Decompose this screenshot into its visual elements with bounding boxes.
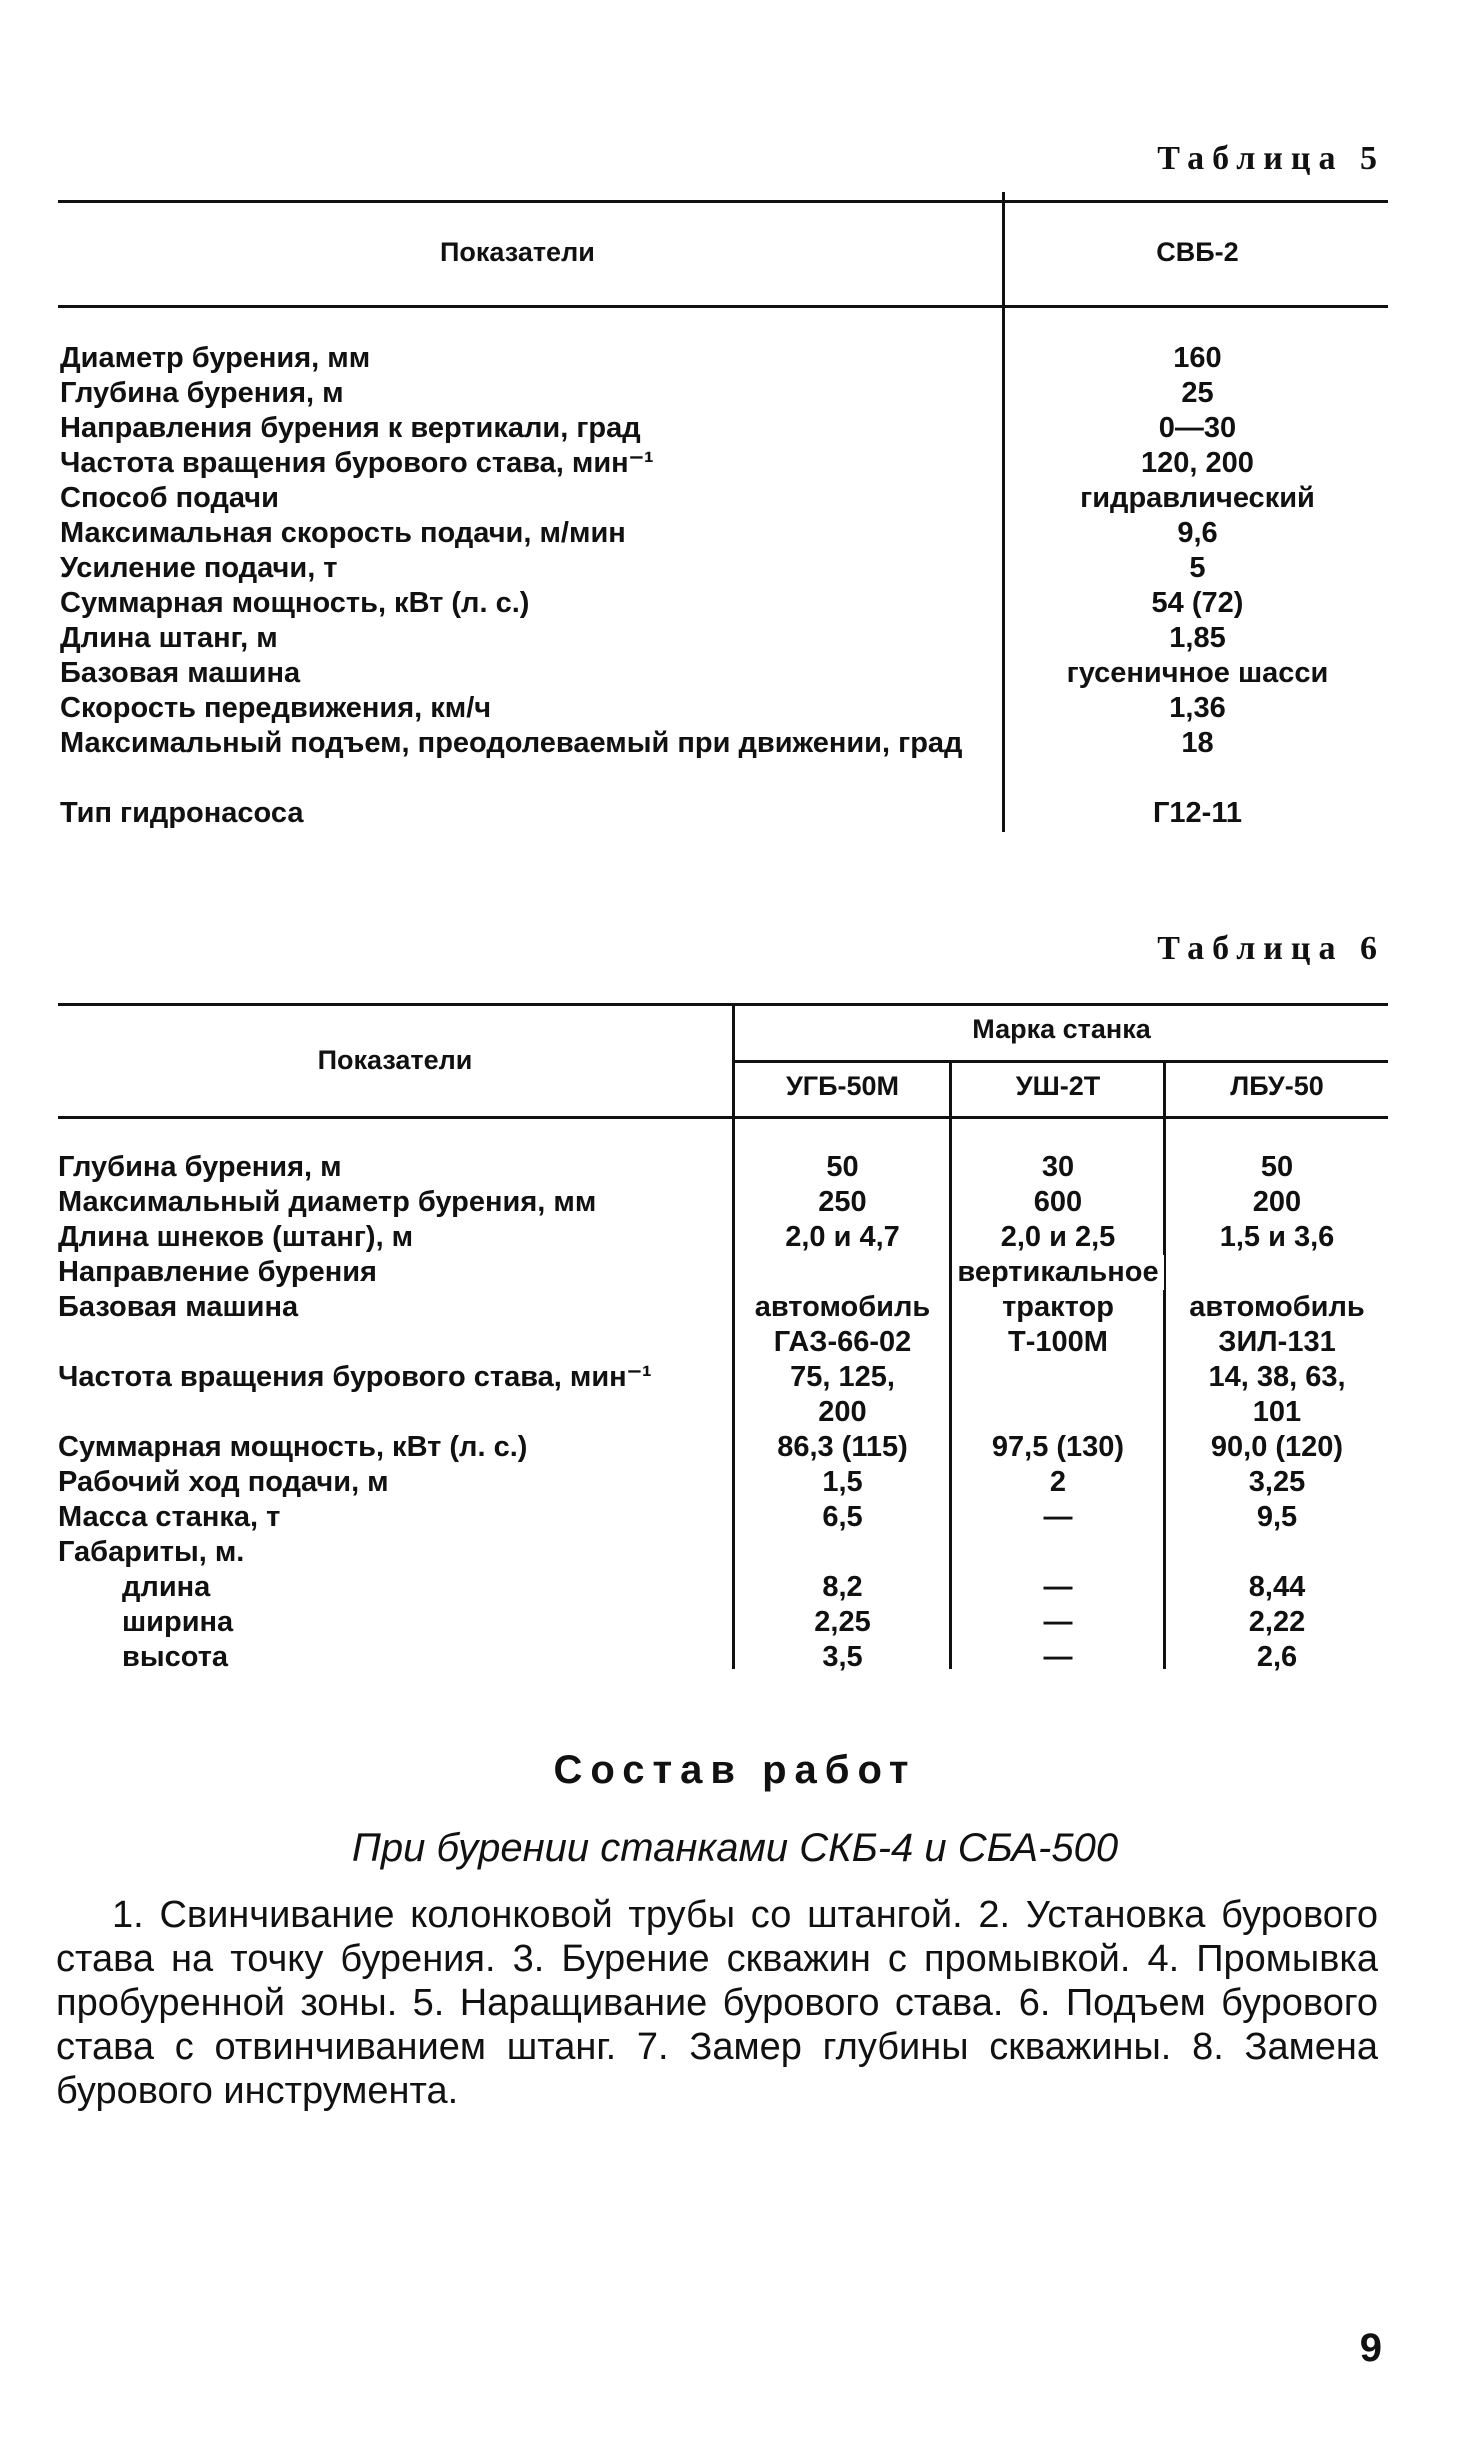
table5-row-value: гидравлический [1080, 482, 1315, 514]
table6-row [0, 1255, 1470, 1290]
table6-row-label: длина [122, 1571, 211, 1603]
table6-cell: автомобиль [1189, 1291, 1365, 1323]
table6-row-label: Глубина бурения, м [58, 1151, 342, 1183]
table5-row-value: Г12-11 [1152, 797, 1242, 829]
table6-row-label: Масса станка, т [58, 1501, 281, 1533]
table6-row [0, 1570, 1470, 1605]
table5-column-divider [1002, 192, 1005, 832]
table5-row-value: 0—30 [1158, 412, 1237, 444]
table5-header-value: СВБ-2 [1156, 237, 1239, 267]
table6-row-label: ширина [122, 1606, 234, 1638]
table6-cell: 2,6 [1256, 1641, 1298, 1673]
table6-cell: — [1043, 1501, 1073, 1533]
table6-cell: 8,2 [822, 1571, 863, 1603]
table6-cell: 2 [1049, 1466, 1067, 1498]
table6-cell: 2,22 [1248, 1606, 1306, 1638]
table6-row [0, 1220, 1470, 1255]
table5-row-value: 160 [1173, 342, 1222, 374]
table5-caption: Таблица 5 [1157, 140, 1385, 177]
table6-caption: Таблица 6 [1157, 930, 1385, 967]
table6-cell: 8,44 [1248, 1571, 1306, 1603]
table6-row-label: Максимальный диаметр бурения, мм [58, 1186, 597, 1218]
table5-row-label: Направления бурения к вертикали, град [60, 412, 641, 444]
table6-row-label: Направление бурения [58, 1256, 377, 1288]
table6-cell: трактор [1002, 1291, 1114, 1323]
table5-row-value: 5 [1189, 552, 1206, 584]
table5-top-rule [58, 200, 1388, 203]
table6-row [0, 1290, 1470, 1325]
section-subheading: При бурении станками СКБ-4 и СБА-500 [351, 1826, 1119, 1870]
table5-row-label: Базовая машина [60, 657, 301, 689]
table6-row [0, 1500, 1470, 1535]
table5-row-label: Частота вращения бурового става, мин⁻¹ [60, 447, 654, 479]
table6-cell: 1,5 и 3,6 [1219, 1221, 1335, 1253]
table6-cell: 97,5 (130) [991, 1431, 1125, 1463]
table6-cell: 600 [1033, 1186, 1083, 1218]
table6-cell: 50 [826, 1151, 859, 1183]
table6-cell: 9,5 [1256, 1501, 1298, 1533]
table6-row [0, 1605, 1470, 1640]
table5-row-value: 18 [1181, 727, 1214, 759]
table5-row-value: 54 (72) [1151, 587, 1244, 619]
table6-cell: 3,5 [822, 1641, 863, 1673]
table6-cell: 30 [1041, 1151, 1075, 1183]
table6-row [0, 1465, 1470, 1500]
table6-cell: 14, 38, 63, [1208, 1361, 1346, 1393]
table5-row-value: 1,85 [1169, 622, 1226, 654]
table6-header-group: Марка станка [972, 1014, 1151, 1044]
table5-row-value: 1,36 [1169, 692, 1226, 724]
table6-header-rule [58, 1116, 1388, 1119]
table5-row-label: Способ подачи [60, 482, 279, 514]
table6-cell: — [1043, 1571, 1073, 1603]
table6-row [0, 1535, 1470, 1570]
table6-row-label: Частота вращения бурового става, мин⁻¹ [58, 1361, 652, 1393]
work-composition-paragraph: 1. Свинчивание колонковой трубы со штангой. 2. Установка бурового става на точку бурения. 3. Бурение скважин с промывкой. 4. Промывка пробуренной зоны. 5. Наращивание бурового става. 6. Подъем бурового става с отвинчиванием штанг. 7. Замер глубины скважины. 8. Замена бурового инструмента. [56, 1894, 1378, 2112]
table6-group-rule [735, 1060, 1388, 1063]
table6-col-header: ЛБУ-50 [1230, 1071, 1324, 1101]
page-number: 9 [1359, 2326, 1382, 2370]
table6-cell: 101 [1252, 1396, 1302, 1428]
table6-cell: Т-100М [1008, 1326, 1108, 1358]
table5-row-label: Максимальная скорость подачи, м/мин [60, 517, 626, 549]
table5-row-label: Диаметр бурения, мм [60, 342, 371, 374]
table6-row [0, 1395, 1470, 1430]
table6-cell: 3,25 [1248, 1466, 1306, 1498]
table6-row [0, 1325, 1470, 1360]
table5-row-label: Суммарная мощность, кВт (л. с.) [60, 587, 530, 619]
table5-row-label: Усиление подачи, т [60, 552, 338, 584]
table6-cell: автомобиль [754, 1291, 931, 1323]
table5-row-label: Длина штанг, м [60, 622, 278, 654]
table6-cell: — [1043, 1606, 1073, 1638]
section-heading: Состав работ [553, 1748, 917, 1792]
table6-row [0, 1185, 1470, 1220]
table6-col-header: УШ-2Т [1015, 1071, 1101, 1101]
table5-row-label: Тип гидронасоса [60, 797, 304, 829]
table6-cell: 1,5 [822, 1466, 863, 1498]
table6-row [0, 1430, 1470, 1465]
table6-row-label: Габариты, м. [58, 1536, 245, 1568]
table6-row-label: Базовая машина [58, 1291, 299, 1323]
table6-row [0, 1640, 1470, 1675]
table6-cell: 2,0 и 2,5 [1000, 1221, 1116, 1253]
table5-row-label: Глубина бурения, м [60, 377, 344, 409]
table6-cell: 6,5 [822, 1501, 863, 1533]
table6-row-label: Суммарная мощность, кВт (л. с.) [58, 1431, 528, 1463]
table5-header-param: Показатели [440, 237, 595, 267]
table5-row-label: Скорость передвижения, км/ч [60, 692, 492, 724]
table6-row-label: Рабочий ход подачи, м [58, 1466, 389, 1498]
table6-cell-spanning: вертикальное [952, 1255, 1164, 1290]
table6-cell: ГАЗ-66-02 [773, 1326, 912, 1358]
table6-cell: 250 [818, 1186, 867, 1218]
table6-cell: 86,3 (115) [777, 1431, 908, 1463]
table5-row-value: 9,6 [1177, 517, 1218, 549]
table6-row [0, 1360, 1470, 1395]
table6-cell: 50 [1260, 1151, 1294, 1183]
table5-row-value: 120, 200 [1141, 447, 1254, 479]
table6-cell: 2,25 [814, 1606, 871, 1638]
table6-col-header: УГБ-50М [785, 1071, 900, 1101]
table6-row [0, 1150, 1470, 1185]
table5-row-label: Максимальный подъем, преодолеваемый при движении, град [60, 727, 963, 759]
table6-cell: ЗИЛ-131 [1218, 1326, 1336, 1358]
table6-row-label: Длина шнеков (штанг), м [58, 1221, 414, 1253]
table5-row-value: гусеничное шасси [1066, 657, 1329, 689]
table6-cell: 2,0 и 4,7 [785, 1221, 900, 1253]
table5-header-rule [58, 305, 1388, 308]
table6-row-label: высота [122, 1641, 229, 1673]
table6-header-param: Показатели [317, 1045, 473, 1075]
table6-cell: 200 [818, 1396, 867, 1428]
table5-row-value: 25 [1181, 377, 1214, 409]
table6-cell: 200 [1252, 1186, 1302, 1218]
table6-cell: — [1043, 1641, 1073, 1673]
table6-cell: 75, 125, [790, 1361, 895, 1393]
table6-top-rule [58, 1003, 1388, 1006]
table6-cell: 90,0 (120) [1210, 1431, 1344, 1463]
